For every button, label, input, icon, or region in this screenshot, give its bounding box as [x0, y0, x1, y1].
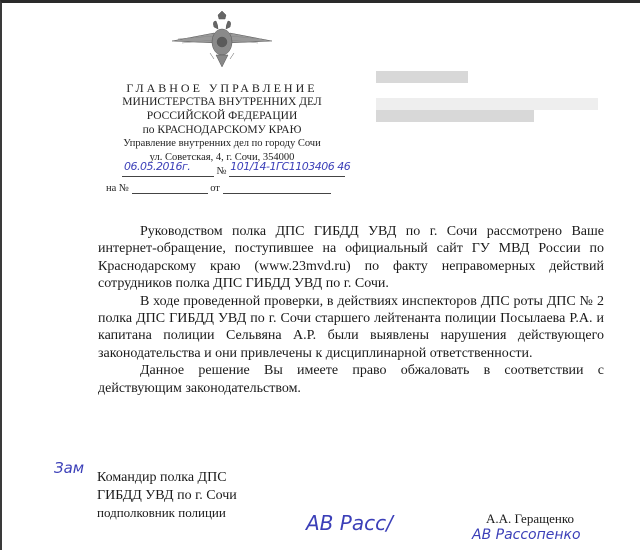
date-field: 06.05.2016г.	[122, 164, 214, 177]
ref-number-field	[132, 181, 208, 194]
from-label: от	[210, 183, 220, 194]
letterhead	[102, 81, 342, 165]
signer-name: А.А. Геращенко	[486, 511, 574, 526]
handwritten-deputy-mark: Зам	[54, 459, 85, 477]
letterhead-line-2: МИНИСТЕРСТВА ВНУТРЕННИХ ДЕЛ	[122, 96, 322, 108]
signer-position-line-1: Командир полка ДПС	[97, 470, 227, 485]
signer-rank: подполковник полиции	[97, 505, 226, 520]
paragraph-1: Руководством полка ДПС ГИБДД УВД по г. Сочи рассмотрено Ваше интернет-обращение, поступившее на официальный сайт ГУ МВД России по Краснодарскому краю (www.23mvd.ru) по факту неправомерных действий сотрудников полка ДПС ГИБДД УВД по г. Сочи.	[98, 224, 604, 292]
letter-body	[98, 223, 604, 397]
handwritten-signature: АВ Расс/	[306, 511, 393, 535]
ref-date-field	[223, 181, 331, 194]
registration-date-row	[122, 160, 351, 177]
letterhead-line-5: Управление внутренних дел по городу Сочи	[123, 138, 321, 149]
handwritten-signer-name: АВ Рассопенко	[472, 527, 581, 543]
paragraph-2: В ходе проведенной проверки, в действиях инспекторов ДПС роты ДПС № 2 полка ДПС ГИБДД УВД по г. Сочи старшего лейтенанта полиции Посылаева Р.А. и капитана полиции Сельвяна А.Р. были выявлены нарушения действующего законодательства и они привлечены к дисциплинарной ответственности.	[98, 293, 604, 361]
number-field: 101/14-1ГС1103406 46	[229, 164, 345, 177]
signer-position-line-2: ГИБДД УВД по г. Сочи	[97, 487, 237, 503]
mvd-emblem-icon	[170, 9, 274, 69]
letterhead-address: ул. Советская, 4, г. Сочи, 354000	[149, 152, 295, 163]
reference-row	[106, 181, 331, 194]
letterhead-line-4: по КРАСНОДАРСКОМУ КРАЮ	[142, 124, 302, 136]
paragraph-3: Данное решение Вы имеете право обжаловать в соответствии с действующим законодательством.	[98, 363, 604, 396]
letterhead-line-3: РОССИЙСКОЙ ФЕДЕРАЦИИ	[146, 110, 298, 122]
number-label: №	[216, 166, 227, 177]
ref-label: на №	[106, 183, 129, 194]
letterhead-line-1: ГЛАВНОЕ УПРАВЛЕНИЕ	[126, 81, 318, 95]
signature-block	[97, 469, 237, 522]
